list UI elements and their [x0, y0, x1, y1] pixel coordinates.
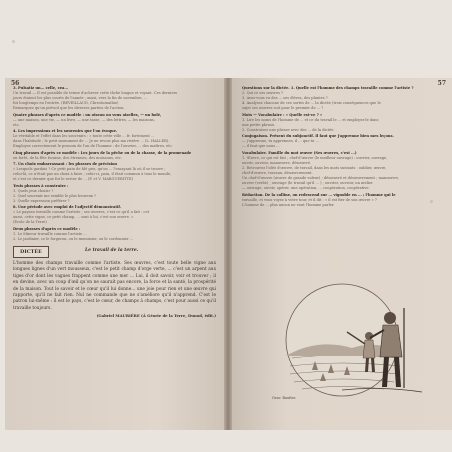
page-number-left: 56: [11, 80, 20, 87]
exercise-heading: Quatre phrases d'après ce modèle : un oiseau ou vous oiselles, — un bolé,: [13, 112, 162, 117]
exercise-line: — j'apprenne, tu apprennes, il ... que tu ...: [242, 139, 320, 144]
exercise-heading: 8. Une période avec emploi de l'adjectif démonstratif.: [13, 205, 122, 210]
exercise-block: [242, 86, 445, 111]
book-gutter: [224, 78, 232, 430]
left-page-content: [13, 86, 216, 426]
exercise-block: [13, 129, 216, 149]
exercise-line: 3. Avez-vous vu des ... ses élèves, des plantes ?: [242, 96, 328, 101]
exercise-line: Le véritable et l'effet dans les souvenirs : « toute cette ville ... fr. fortement ...: [13, 134, 155, 139]
right-page: [232, 78, 452, 430]
exercise-line: travaille, et vous voyez à votre tour, et il dit : « il est fier de son œuvre » ?: [242, 197, 377, 202]
illustration-caption: Grav. Baufier.: [272, 396, 297, 400]
dictee-paragraph: L'homme des champs travaille comme l'artiste. Ses œuvres, c'est toute belle vigne aux longues lignes d'un vert mousseux, c'est le petit champ d'orge verte, ... c'est un arpent aux tiges d'or dont les vagues frappent comme une mer ... Lui, il doit savoir, voir et trouver ; il en devine, avec un coup d'œil qu'on ne saurait pas encore, la force et la santé, la prospérité de la maison. Tout le savoir et le cœur qu'il lui donne... une joie pour rien et une œuvre qui rapporte, qu'il ne fait rien. Nul ne commande que ne s'améliore qu'il n'apprend. C'est le patron lui-même : il est le pays, c'est le cœur, de champs à champs, c'est pour aussi ce qu'il travaille toujours.: [13, 261, 216, 311]
exercise-heading: Mots — Vocabulaire : « Quelle est-ce ? »: [242, 112, 323, 117]
exercise-line: Employez correctement le pronom de l'on de l'homme : de l'ouvrier, ... des maîtres, etc.: [13, 144, 173, 149]
exercise-line: 2. Construisez une phrase avec des ... de la dictée.: [242, 127, 335, 132]
exercise-heading: Deux phrases d'après ce modèle :: [13, 226, 81, 231]
exercise-line: 1. Le Mineur travaille comme l'artiste ...: [13, 231, 87, 236]
exercise-line: Un travail — Il est possible de terme d'achever cette tâche longue et voyant. Ces derniers: [13, 91, 178, 96]
farmer-illustration: [272, 278, 436, 398]
exercise-line: etc.: [13, 122, 20, 127]
dictee-header: [13, 246, 216, 258]
exercise-line: 2. Quel souvenir me semble le plus heureux ?: [13, 193, 97, 198]
exercise-line: — ouvrage, ouvrir, opérer, une opération, ... coopération, coopérative.: [242, 186, 370, 191]
exercise-block: [13, 162, 216, 182]
exercise-line: Un chef-d'œuvre (œuvre de grande valeur) ; désœuvré et désœuvrement ; manœuvre,: [242, 176, 400, 181]
paper-speck: [12, 40, 15, 43]
exercise-block: [13, 151, 216, 161]
exercise-block: [242, 193, 445, 208]
exercise-line: 2. Qui ce ses œuvres ?: [242, 91, 284, 96]
exercise-block: [242, 113, 445, 133]
exercise-heading: 7. Un choix embarrassant : les phrases de précision: [13, 162, 118, 167]
paper-speck: [430, 200, 433, 203]
exercise-heading: Cinq phrases d'après ce modèle : Les jours de la pêche ou de la chasse, de la promenade: [13, 150, 192, 155]
dictee-label: DICTÉE: [13, 246, 49, 258]
exercise-line: une petite phrase.: [242, 122, 276, 127]
exercise-block: [13, 86, 216, 111]
exercise-list: [242, 86, 445, 208]
exercise-line: « Le paysan travaille comme l'artiste ; ses œuvres, c'est ce qu'il a fait : cet: [13, 210, 150, 215]
exercise-heading: Conjugaison. Présent du subjonctif. Il faut que j'apprenne bien mes leçons.: [242, 134, 394, 139]
exercise-line: chef-d'œuvre, travaux, désœuvrement.: [242, 171, 313, 176]
exercise-heading: 4. Les impressions et les souvenirs que l'on évoque.: [13, 129, 118, 134]
exercise-line: 4. Analysez chacune de ces sortes de ... la dictée (trois conséquences que le: [242, 101, 381, 106]
exercise-line: — il faut que nous ...: [242, 144, 280, 149]
exercise-line: 2. Le jardinier, ce le forgeron, ou le menuisier, ou le cordonnier ...: [13, 236, 134, 241]
exercise-heading: Vocabulaire. Famille du mot œuvre (Ses œuvres, c'est ...): [242, 150, 357, 155]
exercise-line: celui-là, ce n'était pas un choix à faire ; celui-ci, pain, il était commun à tous le monde,: [13, 172, 172, 177]
exercise-line: jours étaient les plus courts de l'année ; aussi, vers la fin de novembre, ...: [13, 96, 148, 101]
left-page: [5, 78, 224, 430]
exercise-list: [13, 86, 216, 242]
exercise-line: dans l'habitude ; le petit monument de ... Je ne revois plus ma rivière ... (L. HALLER).: [13, 139, 170, 144]
exercise-heading: 3. Pulsatiz un... celle, cea...: [13, 86, 69, 90]
exercise-block: [13, 205, 216, 225]
exercise-line: et c'est ce dernier que fut le rester de ... (F. et V. MARGUERITTE): [13, 177, 134, 182]
exercise-block: [13, 184, 216, 204]
exercise-line: 1. Œuvre, ce qui est fait ; chef-d'œuvre (le meilleur ouvrage) : ouvrier, ouvrage,: [242, 155, 388, 160]
exercise-line: 2. Retrouvez l'idée d'œuvre, de travail, dans les mots suivants : oublier, œuvre,: [242, 165, 387, 170]
exercise-heading: Questions sur la dictée. 1. Quelle est l'homme des champs travaille comme l'artiste ?: [242, 86, 414, 90]
exercise-line: L'homme de ... plus aucun ne vaut l'homme parler.: [242, 202, 335, 207]
exercise-line: 1. Quels jeux choisir ?: [13, 188, 54, 193]
dictee-source: (Gabriel MAURIÈRE (À Géorie de la Terre, Dunod, édit.): [96, 313, 216, 319]
exercise-line: fut longtemps en l'entrée. (REVEILLAUD, Chrestomathie): [13, 101, 119, 106]
exercise-line: (École de la Terre): [13, 220, 47, 225]
exercise-line: en forêt, de la fête foraine, des étrennes, des moissons, etc.: [13, 155, 122, 160]
exercise-line: « Lesquels gardais ? Ce petit pain de blé gris, qu'on ... l'essayant là où il se trouve ;: [13, 167, 166, 172]
exercise-line: ouvrer (verbe) ; ouvrage (le travail qu'il ... ) ; ouvrier, ouvroir, un atelier: [242, 181, 373, 186]
exercise-line: sujet ses œuvres soit pour le premier de ... ?: [242, 106, 324, 111]
exercise-block: [13, 227, 216, 242]
exercise-block: [13, 113, 216, 128]
exercise-line: ouvrir, ouvroir, manœuvre, désœuvré.: [242, 160, 312, 165]
dictee-title: Le travail de la terre.: [85, 248, 139, 254]
exercise-line: Remarquez qu'on prévoit que les diverses parties de l'action.: [13, 106, 125, 111]
exercise-block: [242, 134, 445, 149]
exercise-line: aussi, cette vigne, ce petit champ, ... sont à lui, c'est son œuvre. »: [13, 215, 134, 220]
open-book: [5, 78, 452, 430]
exercise-block: [242, 151, 445, 192]
exercise-line: 3. Quelle expression préférer ?: [13, 198, 70, 203]
exercise-line: — une maison, une vie, — un livre, — une tasse, — des lettres, — les maisons,: [13, 117, 156, 122]
page-number-right: 57: [437, 80, 446, 87]
exercise-line: 1. Lire les noms de l'homme de ... et ce du travail le ... et employez-le dans: [242, 117, 379, 122]
exercise-heading: Trois phrases à construire :: [13, 183, 69, 188]
exercise-heading: Rédaction. De la colline, on redescend sur ... vignoble en ... ; l'homme qui le: [242, 192, 396, 197]
